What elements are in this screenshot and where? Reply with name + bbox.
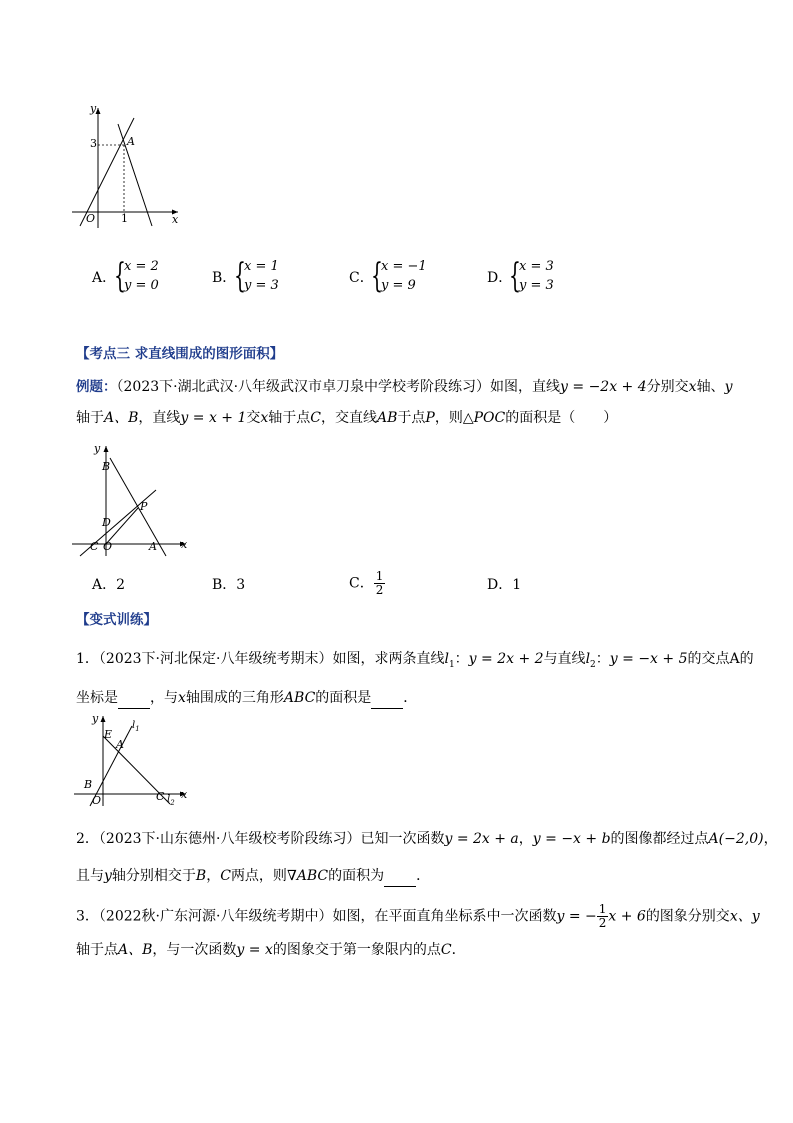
text: ． bbox=[451, 942, 466, 958]
option-label: B． bbox=[212, 270, 237, 286]
denominator: 2 bbox=[598, 916, 607, 930]
y-axis-label: y bbox=[90, 102, 97, 115]
text: 的面积是（ ） bbox=[505, 410, 618, 426]
option-label: D． bbox=[487, 270, 513, 286]
line-l2-label bbox=[167, 794, 175, 807]
point-p-label: P bbox=[140, 500, 148, 513]
brace-icon: { bbox=[114, 256, 126, 296]
system-row-1: x = 3 bbox=[519, 259, 554, 274]
equation: y = x + 1 bbox=[180, 410, 247, 426]
text: 的面积为 bbox=[328, 868, 385, 884]
point-a-label: A bbox=[127, 135, 135, 148]
point-c: C bbox=[310, 410, 322, 426]
text: 轴分别相交于 bbox=[111, 868, 196, 884]
text: ，则 bbox=[434, 410, 463, 426]
option-label: C． bbox=[349, 575, 374, 592]
equation: y = −2x + 4 bbox=[560, 379, 647, 395]
option-label: D． bbox=[487, 577, 513, 593]
line-ab: AB bbox=[377, 410, 398, 426]
line-l1-label bbox=[132, 720, 140, 733]
origin-label: O bbox=[92, 794, 102, 807]
var-y: y bbox=[104, 868, 112, 884]
problem-2-line-1 bbox=[76, 829, 778, 849]
problem-3-line-1 bbox=[76, 903, 760, 930]
equation: y = 2x + a bbox=[444, 831, 519, 847]
fraction bbox=[597, 903, 609, 930]
var-x: x bbox=[688, 379, 697, 395]
denominator: 2 bbox=[375, 583, 384, 597]
point-b: B bbox=[195, 868, 207, 884]
example-option-b bbox=[212, 575, 245, 595]
subscript: 2 bbox=[170, 799, 175, 807]
graph-3 bbox=[70, 710, 195, 810]
q1-option-a bbox=[92, 258, 182, 298]
text: ， bbox=[763, 831, 778, 847]
option-value: 2 bbox=[116, 577, 126, 593]
example-option-d bbox=[487, 575, 521, 595]
point-c: C bbox=[220, 868, 231, 884]
example-option-c bbox=[349, 570, 385, 597]
brace-icon: { bbox=[371, 256, 383, 296]
option-value: 3 bbox=[236, 577, 246, 593]
text: （2023下·山东德州·八年级校考阶段练习）已知一次函数 bbox=[98, 831, 445, 847]
text: 交 bbox=[246, 410, 261, 426]
problem-1-line-1 bbox=[76, 649, 754, 675]
example-prefix: 例题： bbox=[76, 379, 117, 395]
answer-blank[interactable] bbox=[118, 688, 150, 709]
text: 两点，则 bbox=[230, 868, 287, 884]
graph-2 bbox=[70, 440, 195, 560]
answer-blank[interactable] bbox=[371, 688, 403, 709]
text: 分别交 bbox=[646, 379, 689, 395]
practice-heading: 【变式训练】 bbox=[76, 612, 157, 628]
example-source: （2023下·湖北武汉·八年级武汉市卓刀泉中学校考阶段练习）如图，直线 bbox=[116, 379, 561, 395]
answer-blank[interactable] bbox=[384, 866, 416, 887]
text: ，与 bbox=[150, 690, 178, 706]
text: 的图像都经过点 bbox=[610, 831, 709, 847]
system-row-2: y = 3 bbox=[519, 278, 554, 293]
triangle-abc: ∇ABC bbox=[286, 868, 329, 884]
point-p: P bbox=[425, 410, 435, 426]
example-option-a bbox=[92, 575, 125, 595]
line-name: l bbox=[132, 720, 136, 731]
problem-3-line-2 bbox=[76, 940, 466, 960]
tick-3-label: 3 bbox=[90, 137, 97, 150]
subscript: 1 bbox=[135, 725, 140, 733]
text: 轴围成的三角形 bbox=[185, 690, 284, 706]
triangle-poc: △POC bbox=[462, 410, 506, 426]
y-axis-label: y bbox=[92, 712, 99, 725]
problem-number: 2． bbox=[76, 831, 99, 847]
x-axis-label: x bbox=[181, 538, 188, 551]
text: ，直线 bbox=[138, 410, 181, 426]
text: ： bbox=[454, 651, 469, 667]
text: ，与一次函数 bbox=[152, 942, 237, 958]
system-row-1: x = −1 bbox=[381, 259, 427, 274]
subscript: 1 bbox=[448, 659, 455, 670]
problem-number: 1． bbox=[76, 651, 99, 667]
graph-1-svg bbox=[68, 100, 188, 230]
text: （2023下·河北保定·八年级统考期末）如图，求两条直线 bbox=[98, 651, 445, 667]
system-row-1: x = 2 bbox=[124, 259, 159, 274]
option-label: B． bbox=[212, 577, 237, 593]
text: 与直线 bbox=[543, 651, 586, 667]
text: 的图象分别交 bbox=[645, 908, 730, 925]
option-label: A． bbox=[92, 577, 117, 593]
text: ， bbox=[206, 868, 221, 884]
text: ： bbox=[595, 651, 610, 667]
text: 的图象交于第一象限内的点 bbox=[272, 942, 441, 958]
text: 轴于 bbox=[76, 410, 104, 426]
option-label: A． bbox=[92, 270, 117, 286]
text: 轴、 bbox=[696, 379, 725, 395]
points-ab: A、B bbox=[104, 410, 139, 426]
y-axis-label: y bbox=[94, 442, 101, 455]
line-l2: l bbox=[585, 651, 591, 667]
triangle-abc: ABC bbox=[283, 690, 316, 706]
text: （2022秋·广东河源·八年级统考期中）如图，在平面直角坐标系中一次函数 bbox=[98, 908, 557, 925]
brace-icon: { bbox=[509, 256, 521, 296]
text: ． bbox=[403, 690, 418, 706]
point-d-label: D bbox=[102, 516, 111, 529]
text: 轴于点 bbox=[268, 410, 311, 426]
option-value: 1 bbox=[512, 577, 522, 593]
text: 的交点A的 bbox=[687, 651, 754, 667]
var-x: x bbox=[260, 410, 269, 426]
line-name: l bbox=[167, 794, 171, 805]
point-c-label: C bbox=[156, 790, 165, 803]
text: ，交直线 bbox=[321, 410, 378, 426]
text: 且与 bbox=[76, 868, 104, 884]
tick-1-label: 1 bbox=[121, 212, 128, 225]
point-a-label: A bbox=[116, 738, 124, 751]
equation: y = −x + 5 bbox=[609, 651, 688, 667]
origin-label: O bbox=[86, 212, 96, 225]
graph-1 bbox=[68, 100, 188, 230]
var-x: x bbox=[178, 690, 186, 706]
text: 坐标是 bbox=[76, 690, 118, 706]
system-row-1: x = 1 bbox=[244, 259, 279, 274]
system-row-2: y = 3 bbox=[244, 278, 279, 293]
x-axis-label: x bbox=[172, 213, 179, 226]
example-line-1 bbox=[76, 377, 732, 397]
point-e-label: E bbox=[104, 728, 113, 741]
text: 于点 bbox=[397, 410, 426, 426]
graph-2-svg bbox=[70, 440, 195, 560]
q1-option-d bbox=[487, 258, 577, 298]
equation-part: y = − bbox=[556, 908, 597, 925]
option-label: C． bbox=[349, 270, 374, 286]
points-ab: A、B bbox=[118, 942, 153, 958]
var-y: y bbox=[724, 379, 733, 395]
point-b-label: B bbox=[84, 778, 93, 791]
problem-1-line-2 bbox=[76, 688, 417, 709]
q1-option-b bbox=[212, 258, 302, 298]
origin-label: O bbox=[103, 540, 113, 553]
brace-icon: { bbox=[234, 256, 246, 296]
text: ， bbox=[518, 831, 533, 847]
vars-xy: x、y bbox=[729, 908, 760, 925]
numerator: 1 bbox=[375, 569, 384, 583]
point-a-label: A bbox=[149, 540, 157, 553]
equation: y = x bbox=[236, 942, 273, 958]
fraction bbox=[374, 570, 386, 597]
text: 的面积是 bbox=[315, 690, 372, 706]
section-heading: 【考点三 求直线围成的图形面积】 bbox=[76, 346, 284, 362]
system-row-2: y = 0 bbox=[124, 278, 159, 293]
point-c-label: C bbox=[90, 540, 99, 553]
text: ． bbox=[416, 868, 431, 884]
example-line-2 bbox=[76, 408, 617, 428]
text: 轴于点 bbox=[76, 942, 118, 958]
x-axis-label: x bbox=[181, 788, 188, 801]
equation: y = −x + b bbox=[532, 831, 611, 847]
point-a: A(−2,0) bbox=[708, 831, 764, 847]
equation: y = 2x + 2 bbox=[468, 651, 544, 667]
problem-number: 3． bbox=[76, 908, 99, 925]
equation-part: x + 6 bbox=[608, 908, 646, 925]
problem-2-line-2 bbox=[76, 866, 430, 887]
point-c: C bbox=[440, 942, 452, 958]
subscript: 2 bbox=[590, 659, 596, 670]
q1-option-c bbox=[349, 258, 439, 298]
numerator: 1 bbox=[598, 902, 607, 916]
line-l1: l bbox=[444, 651, 449, 667]
point-b-label: B bbox=[102, 460, 111, 473]
system-row-2: y = 9 bbox=[381, 278, 416, 293]
